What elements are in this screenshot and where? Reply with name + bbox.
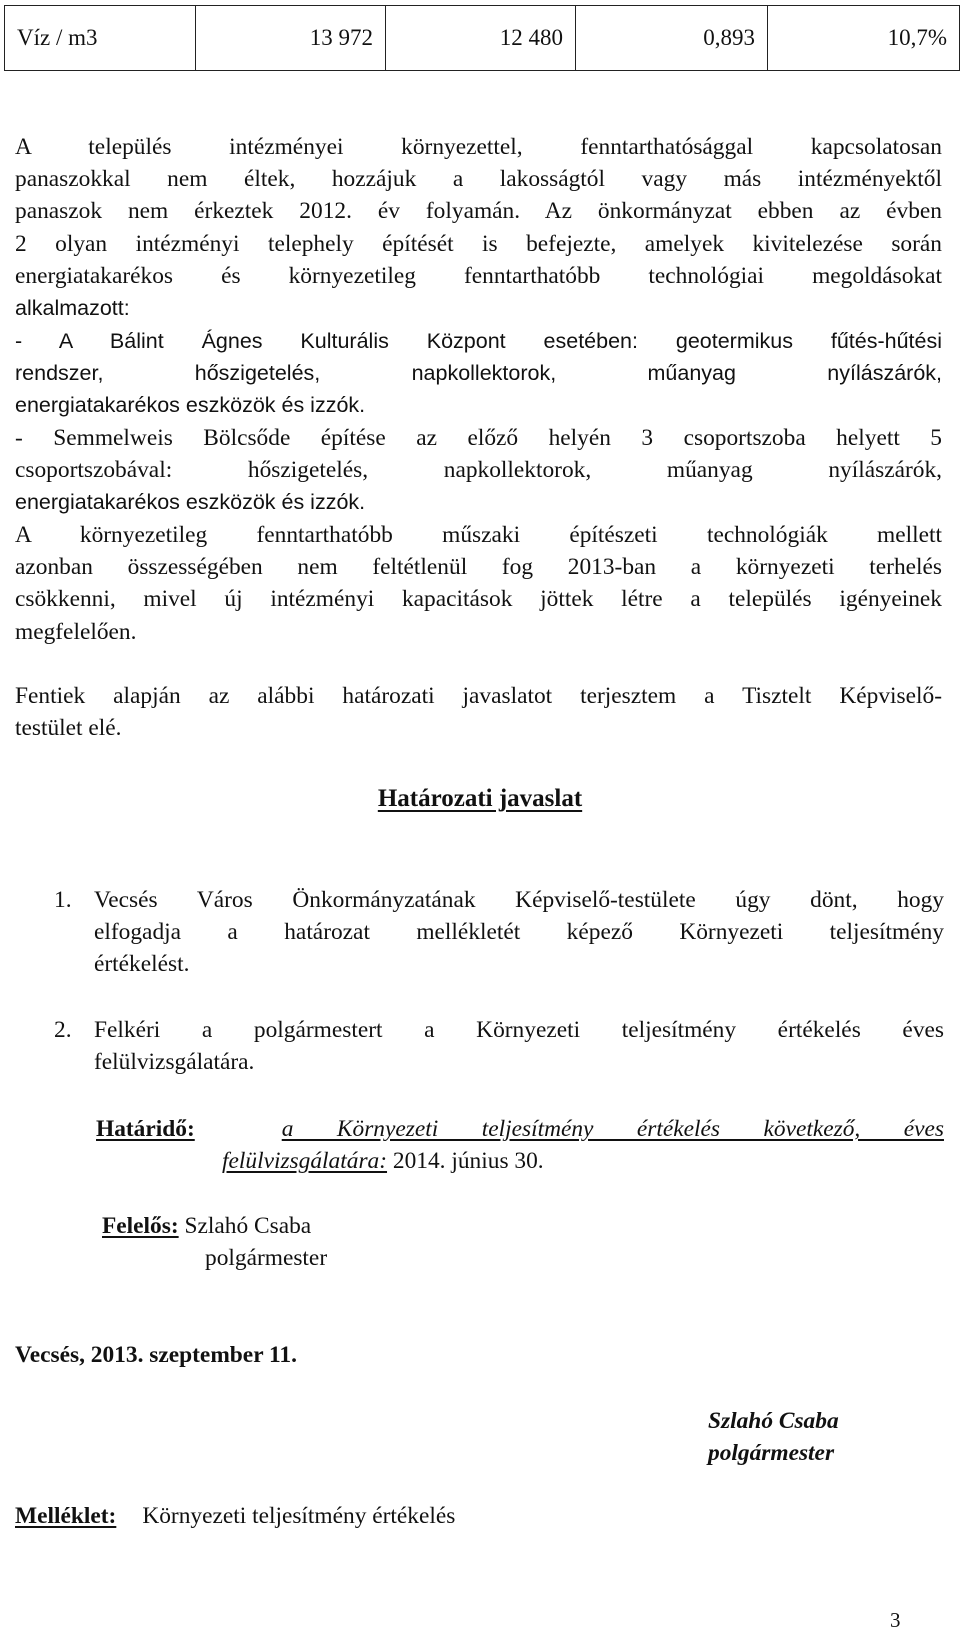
text-line: felülvizsgálatára. <box>94 1049 255 1076</box>
technology-paragraph <box>15 519 942 648</box>
text-line: energiatakarékos eszközök és izzók. <box>15 393 366 418</box>
deadline-block <box>96 1113 944 1177</box>
signature-role: polgármester <box>708 1440 835 1467</box>
value-cell-1: 13 972 <box>196 6 386 71</box>
text-line: Fentiek alapján az alábbi határozati javaslatot terjesztem a Tisztelt Képviselő- <box>15 683 942 709</box>
table-row <box>5 6 960 71</box>
resolution-item-2 <box>54 1014 944 1078</box>
item-number: 1. <box>54 887 72 913</box>
text-line: megfelelően. <box>15 618 137 645</box>
text-line: Felkéri a polgármestert a Környezeti teljesítmény értékelés éves <box>94 1017 944 1043</box>
row-label-cell: Víz / m3 <box>5 6 196 71</box>
text-line: energiatakarékos és környezetileg fenntarthatóbb technológiai megoldásokat <box>15 262 942 289</box>
text-line: energiatakarékos eszközök és izzók. <box>15 490 366 515</box>
text-line: 2 olyan intézményi telephely építését is befejezte, amelyek kivitelezése során <box>15 230 942 257</box>
responsible-label: Felelős: <box>102 1213 179 1239</box>
responsible-block <box>102 1210 327 1274</box>
deadline-review-text: felülvizsgálatára: <box>222 1148 388 1175</box>
item-number: 2. <box>54 1017 72 1043</box>
responsible-role: polgármester <box>205 1245 328 1272</box>
text-line: Vecsés Város Önkormányzatának Képviselő-testülete úgy dönt, hogy <box>94 887 944 913</box>
responsible-name: Szlahó Csaba <box>178 1213 312 1239</box>
text-line: A település intézményei környezettel, fenntarthatósággal kapcsolatosan <box>15 134 942 160</box>
text-line: - Semmelweis Bölcsőde építése az előző helyén 3 csoportszoba helyett 5 <box>15 425 942 451</box>
text-line: rendszer, hőszigetelés, napkollektorok, műanyag nyílászárók, <box>15 361 942 386</box>
deadline-label: Határidő: <box>96 1116 195 1142</box>
proposal-intro-paragraph <box>15 680 942 744</box>
text-line: azonban összességében nem feltétlenül fog 2013-ban a környezeti terhelés <box>15 554 942 581</box>
text-line: alkalmazott: <box>15 296 130 321</box>
consumption-table-row <box>4 5 960 71</box>
deadline-line-1 <box>96 1113 944 1145</box>
section-heading: Határozati javaslat <box>377 785 583 812</box>
text-line: csoportszobával: hőszigetelés, napkollektorok, műanyag nyílászárók, <box>15 457 942 484</box>
annex-label: Melléklet: <box>15 1503 117 1529</box>
resolution-item-1 <box>54 884 944 981</box>
deadline-line-2 <box>222 1145 944 1177</box>
text-line: elfogadja a határozat mellékletét képező Környezeti teljesítmény <box>94 919 944 946</box>
text-line: testület elé. <box>15 715 122 742</box>
annex-line <box>15 1503 455 1530</box>
bullet-semmelweis-bolcsode <box>15 422 942 519</box>
signature-name: Szlahó Csaba <box>708 1408 839 1434</box>
date-line: Vecsés, 2013. szeptember 11. <box>15 1342 297 1368</box>
text-line: - A Bálint Ágnes Kulturális Központ esetében: geotermikus fűtés-hűtési <box>15 329 942 353</box>
text-line: panaszokkal nem éltek, hozzájuk a lakosságtól vagy más intézményektől <box>15 166 942 193</box>
deadline-text: a Környezeti teljesítmény értékelés következő, éves <box>281 1116 944 1142</box>
deadline-date: 2014. június 30. <box>387 1148 544 1175</box>
text-line: panaszok nem érkeztek 2012. év folyamán. Az önkormányzat ebben az évben <box>15 198 942 225</box>
value-cell-4: 10,7% <box>768 6 960 71</box>
bullet-kulturalis-kozpont <box>15 325 942 422</box>
annex-text: Környezeti teljesítmény értékelés <box>142 1503 456 1529</box>
text-line: értékelést. <box>94 951 190 978</box>
intro-paragraph <box>15 131 942 324</box>
value-cell-2: 12 480 <box>386 6 576 71</box>
value-cell-3: 0,893 <box>576 6 768 71</box>
signature-block <box>708 1405 839 1469</box>
page-number: 3 <box>890 1608 901 1632</box>
text-line: A környezetileg fenntarthatóbb műszaki építészeti technológiák mellett <box>15 522 942 548</box>
text-line: csökkenni, mivel új intézményi kapacitások jöttek létre a település igényeinek <box>15 586 942 613</box>
responsible-line <box>102 1210 327 1242</box>
